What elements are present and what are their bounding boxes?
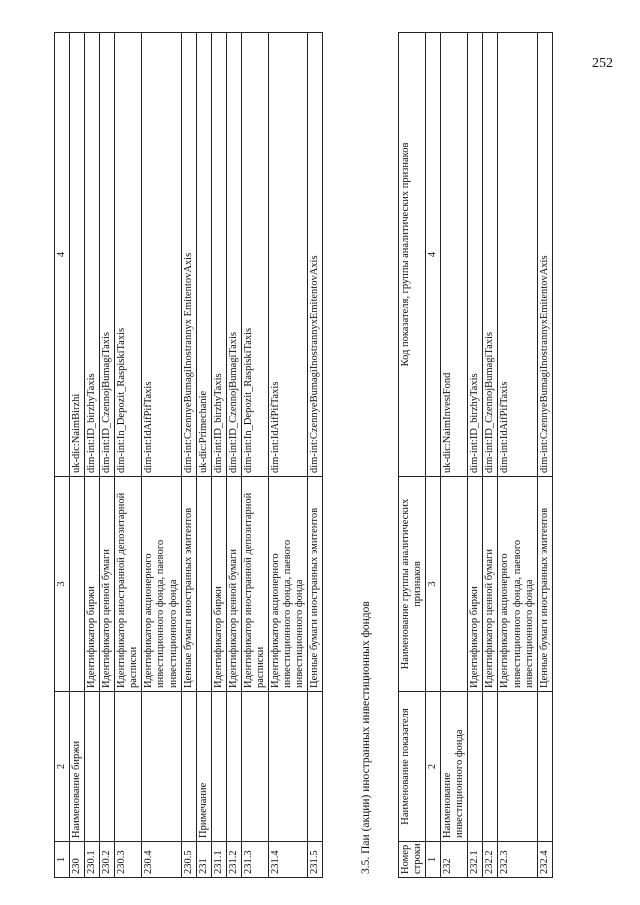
table-cell: Идентификатор акционерного инвестиционного фонда, паевого инвестиционного фонда [268, 477, 307, 692]
header-cell-group-name: Наименование группы аналитических признаков [399, 477, 426, 692]
table-row [241, 33, 268, 878]
table-cell [537, 692, 552, 842]
table-cell: 231.2 [226, 842, 241, 878]
table-cell: 230.4 [142, 842, 181, 878]
table-row [441, 33, 468, 878]
table-cell [85, 692, 100, 842]
table-row [226, 33, 241, 878]
table-row [483, 33, 498, 878]
table-row [100, 33, 115, 878]
table-row [498, 33, 537, 878]
header-cell-indicator-name: Наименование показателя [399, 692, 426, 842]
table-cell: 230.5 [181, 842, 196, 878]
table-cell [211, 692, 226, 842]
table-cell: Ценные бумаги иностранных эмитентов [537, 477, 552, 692]
table-cell: dim-int:IdAifPifTaxis [498, 33, 537, 477]
table-cell: Идентификатор биржи [85, 477, 100, 692]
table-cell: Идентификатор ценной бумаги [100, 477, 115, 692]
table-cell: 231 [196, 842, 211, 878]
table-cell: Идентификатор биржи [468, 477, 483, 692]
table-cell [241, 692, 268, 842]
table-cell: 231.3 [241, 842, 268, 878]
table-row [115, 33, 142, 878]
table-row [468, 33, 483, 878]
table-cell: dim-int:CzennyeBumagiInostrannyxEmitentovAxis [537, 33, 552, 477]
table-cell: 230.1 [85, 842, 100, 878]
table-cell: 232.1 [468, 842, 483, 878]
table-cell [268, 692, 307, 842]
table-cell: 231.1 [211, 842, 226, 878]
table-cell [181, 692, 196, 842]
table-cell: Идентификатор акционерного инвестиционного фонда, паевого инвестиционного фонда [498, 477, 537, 692]
table-cell: dim-int:In_Depozit_RaspiskiTaxis [241, 33, 268, 477]
subheader-cell: 1 [426, 842, 441, 878]
table-cell: 231.4 [268, 842, 307, 878]
table-cell [142, 692, 181, 842]
table-cell: dim-int:IdAifPifTaxis [268, 33, 307, 477]
table-cell [70, 477, 85, 692]
table-cell: 230.3 [115, 842, 142, 878]
table-cell [100, 692, 115, 842]
table-cell: uk-dic:NaimBirzhi [70, 33, 85, 477]
table-row [196, 33, 211, 878]
table-cell: Идентификатор биржи [211, 477, 226, 692]
table-header-row [55, 33, 70, 878]
table-row [537, 33, 552, 878]
table-cell: 232 [441, 842, 468, 878]
subheader-cell: 3 [426, 477, 441, 692]
table-cell: dim-int:In_Depozit_RaspiskiTaxis [115, 33, 142, 477]
table-cell [226, 692, 241, 842]
table-cell: Наименование инвестиционного фонда [441, 692, 468, 842]
section-heading: 3.5. Паи (акции) иностранных инвестиционных фондов [360, 601, 372, 874]
table-cell: Идентификатор ценной бумаги [483, 477, 498, 692]
table-row [181, 33, 196, 878]
table-cell [441, 477, 468, 692]
table-cell [308, 692, 323, 842]
table-cell [468, 692, 483, 842]
table-cell: dim-int:ID_birzhyTaxis [468, 33, 483, 477]
table-cell [498, 692, 537, 842]
table-cell: uk-dic:NaimInvestFond [441, 33, 468, 477]
table-row [70, 33, 85, 878]
table-cell: Идентификатор иностранной депозитарной расписки [241, 477, 268, 692]
header-cell: 2 [55, 692, 70, 842]
table-row [142, 33, 181, 878]
table-cell: Наименование биржи [70, 692, 85, 842]
subheader-cell: 2 [426, 692, 441, 842]
table-row [268, 33, 307, 878]
table-cell: 230.2 [100, 842, 115, 878]
table-cell: Ценные бумаги иностранных эмитентов [181, 477, 196, 692]
table-cell: 232.3 [498, 842, 537, 878]
indicators-table-continued [54, 32, 323, 878]
table-cell: Идентификатор ценной бумаги [226, 477, 241, 692]
header-cell: 3 [55, 477, 70, 692]
table-cell: dim-int:ID_CzennojBumagiTaxis [100, 33, 115, 477]
table-header-row [399, 33, 426, 878]
page-number: 252 [592, 56, 613, 71]
table-cell: 230 [70, 842, 85, 878]
table-row [211, 33, 226, 878]
table-cell: dim-int:ID_birzhyTaxis [85, 33, 100, 477]
table-cell: dim-int:IdAifPifTaxis [142, 33, 181, 477]
table-cell: Идентификатор акционерного инвестиционного фонда, паевого инвестиционного фонда [142, 477, 181, 692]
table-subheader-row [426, 33, 441, 878]
table-cell: 231.5 [308, 842, 323, 878]
table-row [308, 33, 323, 878]
table-cell: Идентификатор иностранной депозитарной расписки [115, 477, 142, 692]
table-cell [483, 692, 498, 842]
table-cell: uk-dic:Primechanie [196, 33, 211, 477]
table-row [85, 33, 100, 878]
table-cell: 232.2 [483, 842, 498, 878]
table-cell [196, 477, 211, 692]
header-cell-row-number: Номер строки [399, 842, 426, 878]
header-cell-code: Код показателя, группы аналитических признаков [399, 33, 426, 477]
table-cell: 232.4 [537, 842, 552, 878]
table-cell: dim-int:ID_CzennojBumagiTaxis [483, 33, 498, 477]
table-cell: dim-int:CzennyeBumagiInostrannyxEmitentovAxis [308, 33, 323, 477]
table-cell: dim-int:ID_CzennojBumagiTaxis [226, 33, 241, 477]
header-cell: 4 [55, 33, 70, 477]
table-cell: Ценные бумаги иностранных эмитентов [308, 477, 323, 692]
table-cell: Примечание [196, 692, 211, 842]
table-cell: dim-int:ID_birzhyTaxis [211, 33, 226, 477]
header-cell: 1 [55, 842, 70, 878]
table-cell [115, 692, 142, 842]
subheader-cell: 4 [426, 33, 441, 477]
investment-fund-shares-table [398, 32, 553, 878]
rotated-sheet [40, 33, 600, 878]
table-cell: dim-int:CzennyeBumagiInostrannyx EmitentovAxis [181, 33, 196, 477]
